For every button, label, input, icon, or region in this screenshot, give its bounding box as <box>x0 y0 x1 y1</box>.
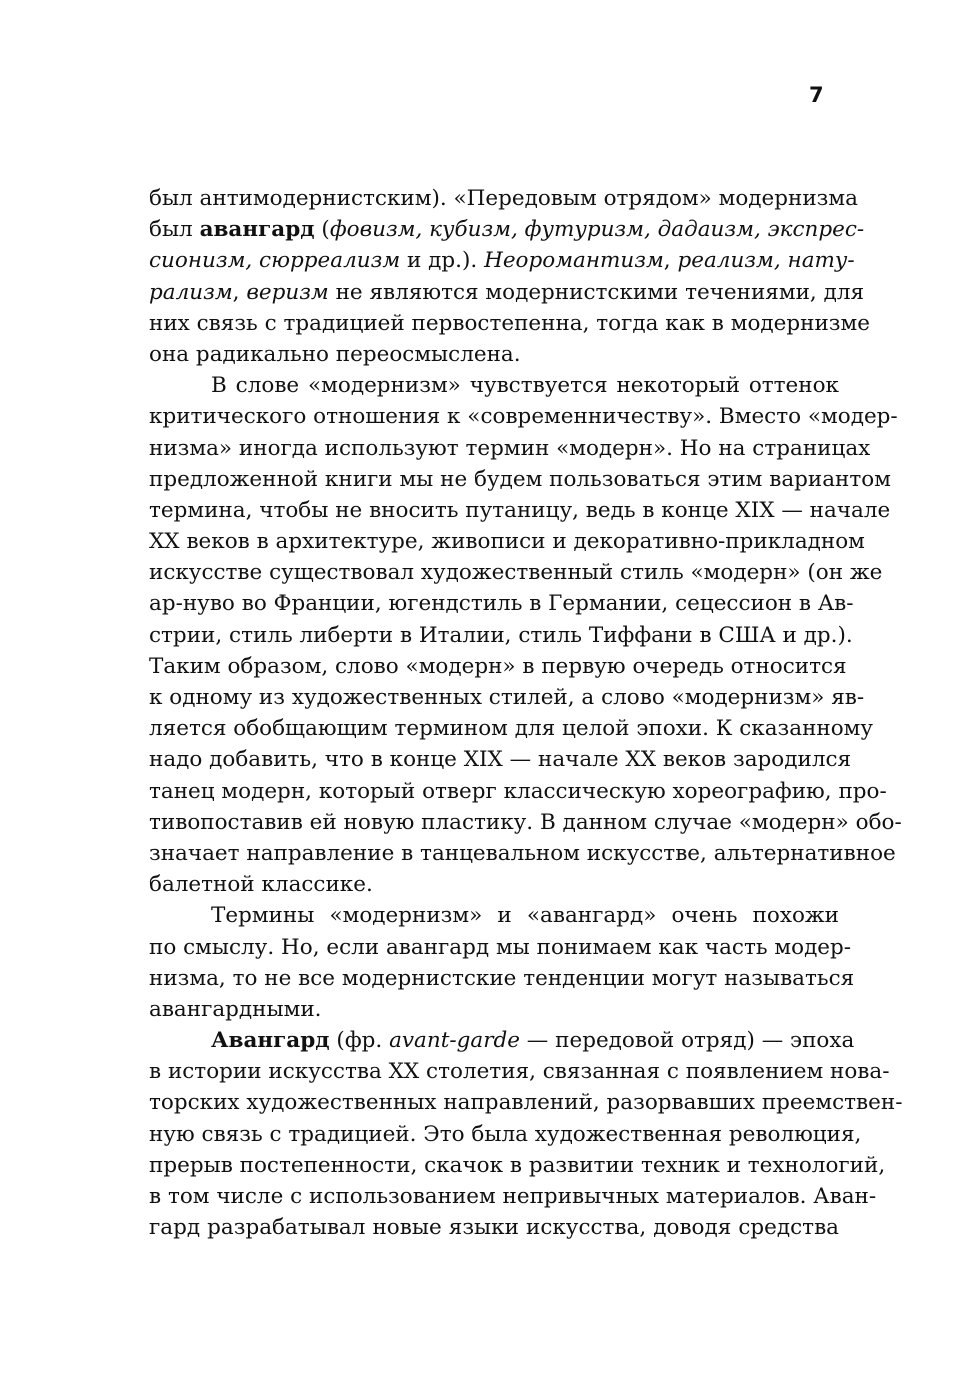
text-run: гард разрабатывал новые языки искусства, доводя средства <box>149 1215 839 1241</box>
text-run: значает направление в танцевальном искусстве, альтернативное <box>149 840 896 866</box>
italic-term: Неоромантизм <box>484 248 664 274</box>
italic-term: фовизм, кубизм, футуризм, дадаизм, экспрес- <box>329 217 865 243</box>
text-line <box>149 776 887 807</box>
bold-term: Авангард <box>211 1028 330 1054</box>
text-run: ( <box>314 217 330 243</box>
text-line <box>149 370 839 401</box>
text-run: авангардными. <box>149 996 322 1022</box>
text-line <box>149 1087 903 1118</box>
text-run: низма» иногда используют термин «модерн». Но на страницах <box>149 435 871 461</box>
text-run: В слове «модернизм» чувствуется некоторый оттенок <box>211 373 839 399</box>
text-run: торских художественных направлений, разорвавших преемствен- <box>149 1090 903 1116</box>
text-line <box>149 807 902 838</box>
italic-term: реализм, нату- <box>677 248 855 274</box>
text-line <box>149 932 852 963</box>
text-run: по смыслу. Но, если авангард мы понимаем как часть модер- <box>149 934 852 960</box>
text-run: искусстве существовал художественный стиль «модерн» (он же <box>149 560 883 586</box>
text-run: критического отношения к «современничеству». Вместо «модер- <box>149 404 898 430</box>
text-run: (фр. <box>329 1028 390 1054</box>
body-text <box>149 183 903 1243</box>
text-line <box>149 464 891 495</box>
text-run: низма, то не все модернистские тенденции могут называться <box>149 965 855 991</box>
text-run: был <box>149 217 200 243</box>
text-line <box>149 495 891 526</box>
text-run: прерыв постепенности, скачок в развитии техник и технологий, <box>149 1152 886 1178</box>
text-line <box>149 1025 855 1056</box>
text-line <box>149 1150 886 1181</box>
text-line <box>149 214 865 245</box>
text-line <box>149 744 852 775</box>
text-line <box>149 900 839 931</box>
text-run: балетной классике. <box>149 872 373 898</box>
text-line <box>149 183 858 214</box>
italic-term: рализм <box>149 279 233 305</box>
text-line <box>149 588 854 619</box>
text-line <box>149 245 855 276</box>
text-run: ар-нуво во Франции, югендстиль в Германии, сецессион в Ав- <box>149 591 854 617</box>
italic-term: avant-garde <box>389 1028 520 1054</box>
text-line <box>149 682 865 713</box>
text-run: , <box>232 279 247 305</box>
text-line <box>149 1181 877 1212</box>
text-line <box>149 433 871 464</box>
text-run: ную связь с традицией. Это была художественная революция, <box>149 1121 862 1147</box>
text-run: в том числе с использованием непривычных материалов. Аван- <box>149 1184 877 1209</box>
text-run: Таким образом, слово «модерн» в первую очередь относится <box>149 653 847 679</box>
text-run: Термины «модернизм» и «авангард» очень похожи <box>211 903 839 929</box>
text-line <box>149 401 898 432</box>
italic-term: сионизм, сюрреализм <box>149 248 401 274</box>
text-run: она радикально переосмыслена. <box>149 341 521 367</box>
text-run: в истории искусства XX столетия, связанная с появлением нова- <box>149 1059 890 1085</box>
text-run: , <box>663 248 678 274</box>
text-line <box>149 994 839 1025</box>
text-line <box>149 1119 862 1150</box>
text-run: ляется обобщающим термином для целой эпохи. К сказанному <box>149 716 874 742</box>
text-line <box>149 1056 890 1087</box>
text-line <box>149 557 883 588</box>
italic-term: веризм <box>246 279 329 305</box>
text-line <box>149 838 896 869</box>
text-run: не являются модернистскими течениями, для <box>328 279 865 305</box>
text-run: был антимодернистским). «Передовым отрядом» модернизма <box>149 186 858 211</box>
text-line <box>149 869 839 900</box>
text-run: термина, чтобы не вносить путаницу, ведь в конце XIX — начале <box>149 497 891 523</box>
text-run: них связь с традицией первостепенна, тогда как в модернизме <box>149 310 870 336</box>
page-number: 7 <box>809 83 824 107</box>
text-line <box>149 963 855 994</box>
text-line <box>149 308 870 339</box>
text-line <box>149 339 839 370</box>
text-run: — передовой отряд) — эпоха <box>519 1028 855 1054</box>
text-line <box>149 277 865 308</box>
text-line <box>149 713 874 744</box>
bold-term: авангард <box>199 217 315 243</box>
text-run: и др.). <box>400 248 485 274</box>
text-run: предложенной книги мы не будем пользоваться этим вариантом <box>149 466 891 492</box>
text-run: танец модерн, который отверг классическую хореографию, про- <box>149 778 887 804</box>
text-run: надо добавить, что в конце XIX — начале XX веков зародился <box>149 747 852 773</box>
text-line <box>149 651 847 682</box>
text-run: стрии, стиль либерти в Италии, стиль Тиффани в США и др.). <box>149 622 853 648</box>
text-run: XX веков в архитектуре, живописи и декоративно-прикладном <box>149 529 865 555</box>
text-line <box>149 620 853 651</box>
text-run: тивопоставив ей новую пластику. В данном случае «модерн» обо- <box>149 809 902 835</box>
text-line <box>149 526 865 557</box>
text-run: к одному из художественных стилей, а слово «модернизм» яв- <box>149 685 865 710</box>
text-line <box>149 1212 839 1243</box>
